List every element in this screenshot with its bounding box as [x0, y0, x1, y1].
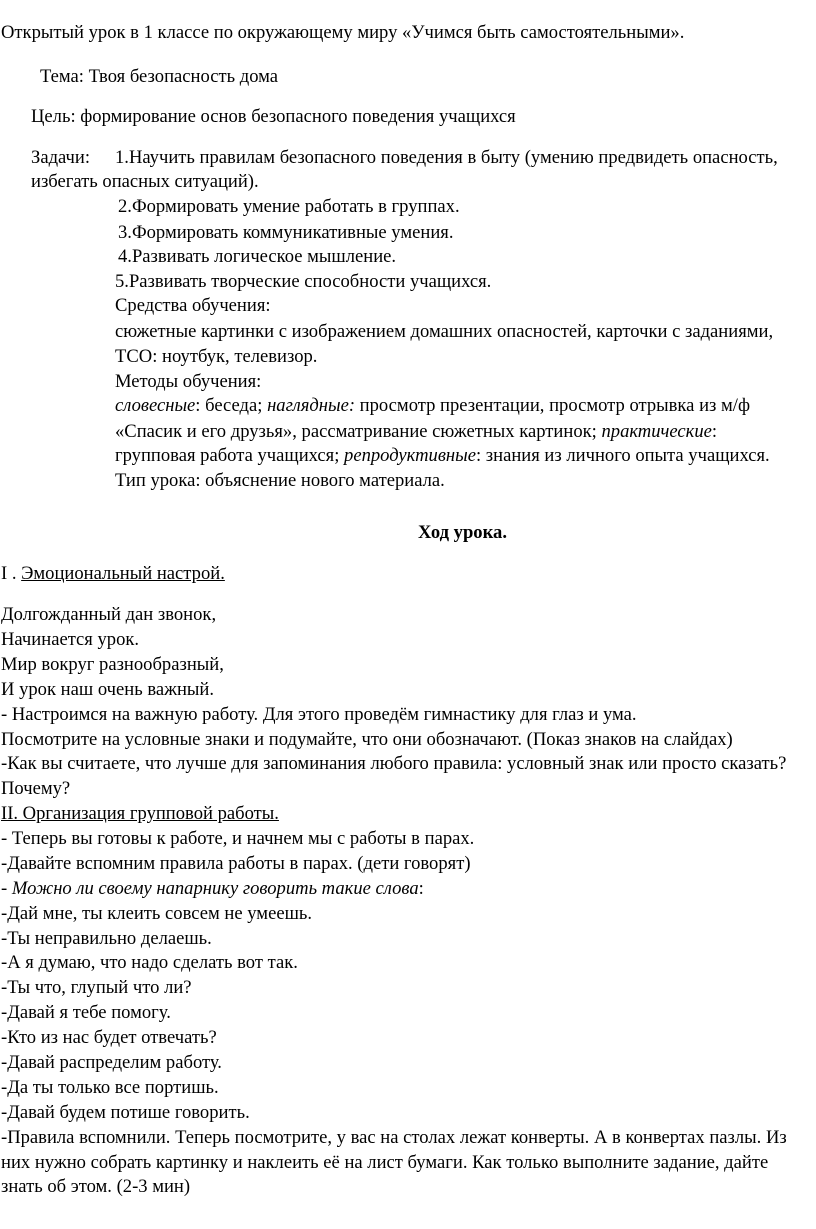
phrase-line: -Да ты только все портишь. — [1, 1077, 219, 1098]
methods-practical: практические — [601, 421, 712, 442]
means-line-1: сюжетные картинки с изображением домашних опасностей, карточки с заданиями, — [115, 321, 774, 342]
section-1-title: Эмоциональный настрой. — [21, 563, 225, 584]
methods-line-2 — [115, 420, 717, 444]
lesson-topic: Тема: Твоя безопасность дома — [40, 66, 279, 87]
poem-line: И урок наш очень важный. — [1, 679, 214, 700]
task-4: 4.Развивать логическое мышление. — [118, 246, 397, 267]
phrase-line: -Ты что, глупый что ли? — [1, 977, 192, 998]
course-heading — [418, 521, 507, 545]
methods-visual: наглядные: — [267, 395, 356, 416]
course-heading-text: Ход урока. — [418, 522, 507, 543]
body-line: Почему? — [1, 778, 71, 799]
lesson-title: Открытый урок в 1 классе по окружающему миру «Учимся быть самостоятельными». — [1, 22, 685, 43]
phrase-line: -Давай распределим работу. — [1, 1052, 222, 1073]
poem-line: Мир вокруг разнообразный, — [1, 654, 224, 675]
methods-line-3a: групповая работа учащихся; — [115, 445, 345, 466]
final-line: -Правила вспомнили. Теперь посмотрите, у вас на столах лежат конверты. А в конвертах пазлы. Из — [1, 1127, 787, 1148]
methods-line-3b: : знания из личного опыта учащихся. — [475, 445, 770, 466]
poem-line: Начинается урок. — [1, 629, 140, 650]
section-1-number: I . — [1, 563, 22, 584]
phrase-line: -Давай будем потише говорить. — [1, 1102, 250, 1123]
task-5: 5.Развивать творческие способности учащихся. — [115, 271, 492, 292]
methods-line-2a: «Спасик и его друзья», рассматривание сюжетных картинок; — [115, 421, 602, 442]
body-line: - Теперь вы готовы к работе, и начнем мы с работы в парах. — [1, 828, 475, 849]
lesson-goal: Цель: формирование основ безопасного поведения учащихся — [31, 106, 516, 127]
phrase-line: -Давай я тебе помогу. — [1, 1002, 171, 1023]
phrase-line: -А я думаю, что надо сделать вот так. — [1, 952, 298, 973]
body-line: - Настроимся на важную работу. Для этого проведём гимнастику для глаз и ума. — [1, 704, 637, 725]
task-3: 3.Формировать коммуникативные умения. — [118, 222, 454, 243]
methods-verbal-rest: : беседа; — [195, 395, 268, 416]
methods-line-1 — [115, 394, 750, 418]
lesson-type: Тип урока: объяснение нового материала. — [115, 470, 445, 491]
body-line: -Давайте вспомним правила работы в парах. (дети говорят) — [1, 853, 471, 874]
task-1: 1.Научить правилам безопасного поведения в быту (умению предвидеть опасность, — [115, 147, 778, 168]
methods-reproductive: репродуктивные — [344, 445, 476, 466]
question-line — [1, 877, 424, 901]
methods-line-2b: : — [711, 421, 718, 442]
final-line: них нужно собрать картинку и наклеить её на лист бумаги. Как только выполните задание, дайте — [1, 1152, 769, 1173]
question-italic: - Можно ли своему напарнику говорить такие слова — [1, 878, 419, 899]
means-line-2: ТСО: ноутбук, телевизор. — [115, 346, 318, 367]
poem-line: Долгожданный дан звонок, — [1, 604, 217, 625]
phrase-line: -Кто из нас будет отвечать? — [1, 1027, 217, 1048]
body-line: Посмотрите на условные знаки и подумайте, что они обозначают. (Показ знаков на слайдах) — [1, 729, 733, 750]
methods-verbal: словесные — [115, 395, 196, 416]
tasks-label: Задачи: — [31, 147, 91, 168]
means-heading: Средства обучения: — [115, 295, 271, 316]
task-1-continued: избегать опасных ситуаций). — [31, 171, 259, 192]
question-tail: : — [418, 878, 424, 899]
section-2-heading: II. Организация групповой работы. — [1, 803, 279, 824]
methods-visual-rest: просмотр презентации, просмотр отрывка из м/ф — [355, 395, 750, 416]
phrase-line: -Дай мне, ты клеить совсем не умеешь. — [1, 903, 313, 924]
phrase-line: -Ты неправильно делаешь. — [1, 928, 212, 949]
section-1-heading — [1, 562, 225, 586]
final-line: знать об этом. (2-3 мин) — [1, 1176, 191, 1197]
body-line: -Как вы считаете, что лучше для запоминания любого правила: условный знак или просто сказать? — [1, 753, 787, 774]
methods-heading: Методы обучения: — [115, 371, 262, 392]
task-2: 2.Формировать умение работать в группах. — [118, 196, 460, 217]
methods-line-3 — [115, 444, 770, 468]
